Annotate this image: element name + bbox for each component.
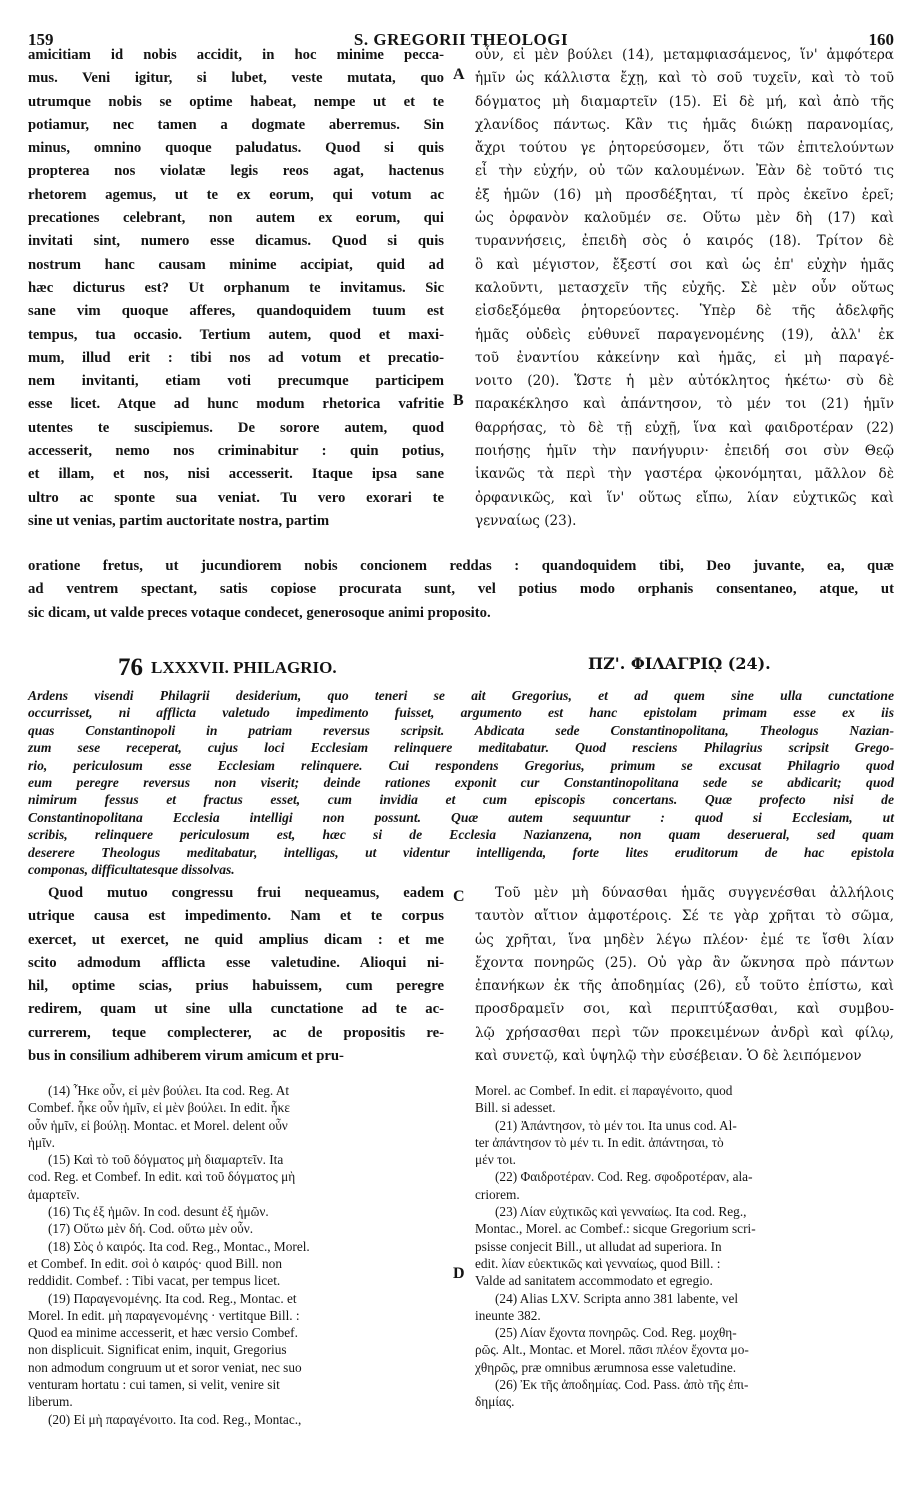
footnote-line: edit. λίαν εὐεκτικῶς καὶ γενναίως, quod Bill. :	[475, 1255, 721, 1271]
footnote-line: μέν τοι.	[475, 1152, 516, 1168]
footnotes	[28, 1082, 894, 1482]
latin-line: hæc dicturus est? Ut orphanum te invitamus. Sic	[28, 279, 444, 296]
footnote-line: reddidit. Combef. : Tibi vacat, per tempus licet.	[28, 1273, 281, 1289]
summary-line: zum sese receperat, cujus loci Ecclesiam relinquere meditabatur. Quod resciens Philagrius scripsit Grego-	[28, 740, 894, 756]
greek-line: προσδραμεῖν σοι, καὶ περιπτύξασθαι, καὶ συμβου-	[475, 1001, 894, 1018]
latin-line: propterea nos violatæ legis reos agat, hactenus	[28, 163, 444, 180]
latin-line: exercet, ut exercet, ne quid amplius dicam : et me	[28, 931, 444, 948]
summary-line: eum peregre reversus non viserit; deinde rationes exponit cur Constantinopolitana sede se abdicarit; quod	[28, 775, 894, 791]
greek-line: παρακέκλησο καὶ ἀπάντησον, τὸ μέν τοι (21) ἡμῖν	[475, 396, 894, 413]
footnote-line: ρῶς. Alt., Montac. et Morel. πᾶσι πλέον ἔχοντα μο-	[475, 1342, 749, 1358]
footnote-line: (23) Λίαν εὐχτικῶς καὶ γενναίως. Ita cod. Reg.,	[495, 1204, 747, 1220]
footnote-line: non displicuit. Significat enim, inquit, Gregorius	[28, 1342, 287, 1358]
latin-line: nostrum hanc causam minime accipiat, quid ad	[28, 256, 444, 273]
latin-line: ultro ac sponte sua veniat. Tu vero exorari te	[28, 489, 444, 506]
latin-line: potiamur, nec tamen a dogmate aberremus. Sin	[28, 116, 444, 133]
latin-line: mus. Veni igitur, si lubet, veste mutata, quo	[28, 70, 444, 87]
latin-line: precationes celebrant, non autem ex eorum, qui	[28, 210, 444, 227]
summary-line: Ardens visendi Philagrii desiderium, quo teneri se ait Gregorius, et ad quem sine ulla cunctatione	[28, 688, 894, 703]
greek-line: νοιτο (20). Ὥστε ἡ μὲν αὐτόκλητος ἡκέτω· σὺ δὲ	[475, 373, 894, 390]
latin-line: Quod mutuo congressu frui nequeamus, eadem	[48, 885, 444, 901]
latin-line: mum, illud erit : tibi nos ad votum et precatio-	[28, 349, 444, 366]
latin-line: utrumque nobis se optime habeat, nempe ut et te	[28, 93, 444, 110]
footnote-line: (14) Ἧκε οὖν, εἰ μὲν βούλει. Ita cod. Reg. At	[48, 1083, 290, 1098]
latin-line: esse licet. Atque ad hunc modum rhetorica vafritie	[28, 396, 444, 413]
margin-marker-d: D	[453, 1265, 465, 1282]
footnote-line: ἡμῖν.	[28, 1134, 55, 1150]
greek-line: λῷ χρήσασθαι περὶ τῶν προκειμένων ἀνδρὶ καὶ φίλῳ,	[475, 1024, 894, 1041]
footnote-line: Morel. In edit. μὴ παραγενομένης · vertitque Bill. :	[28, 1307, 300, 1323]
footnote-line: (25) Λίαν ἔχοντα πονηρῶς. Cod. Reg. μοχθη-	[495, 1325, 737, 1341]
greek-line: τυραννήσεις, ἐπειδὴ σὸς ὁ καιρός (18). Τρίτον δὲ	[475, 233, 894, 250]
summary-line: scribis, relinquere periculosum est, hæc si de Ecclesia Nazianzena, non quam deserueral, sed quam	[28, 827, 894, 843]
footnote-line: Quod ea minime accesserit, et hæc versio Combef.	[28, 1325, 298, 1341]
footnote-line: (15) Καὶ τὸ τοῦ δόγματος μὴ διαμαρτεῖν. Ita	[48, 1152, 284, 1168]
continuation-line: oratione fretus, ut jucundiorem nobis concionem reddas : quandoquidem tibi, Deo juvante, ea, quæ	[28, 558, 894, 574]
footnote-line: (20) Εἰ μὴ παραγένοιτο. Ita cod. Reg., Montac.,	[48, 1411, 302, 1427]
footnote-line: non admodum congruum ut et soror veniat, nec suo	[28, 1359, 302, 1375]
greek-line: ἡμῖν ὡς κάλλιστα ἔχῃ, καὶ τὸ σοῦ τυχεῖν, καὶ τὸ τοῦ	[475, 70, 894, 87]
greek-column-top	[475, 44, 894, 533]
footnote-line: psisse conjecit Bill., ut alludat ad superiora. In	[475, 1238, 722, 1254]
latin-line: redirem, quam ut sine ulla cunctatione ad te ac-	[28, 1001, 444, 1018]
summary-line: occurrisset, ni afflicta valetudo impedimento fuisset, argumento est hanc epistolam primam esse ex iis	[28, 705, 894, 721]
footnote-line: (21) Ἀπάντησον, τὸ μέν τοι. Ita unus cod. Al-	[495, 1117, 737, 1133]
letter-title	[28, 654, 894, 680]
greek-line: τοῦ ἐναντίου κἀκείνην καὶ ἡμᾶς, εἰ μὴ παραγέ-	[475, 349, 894, 366]
summary-line: nimirum fessus et fractus esset, cum invidia et cum episcopis concertans. Quæ profecto nisi de	[28, 792, 894, 808]
latin-line: minus, omnino quoque paludatus. Quod si quis	[28, 140, 444, 157]
footnote-line: Montac., Morel. ac Combef.: sicque Gregorium scri-	[475, 1221, 756, 1237]
latin-line: rhetorem agemus, ut te ex eorum, qui votum ac	[28, 186, 444, 203]
greek-line: ποιήσῃς ἡμῖν τὴν πανήγυριν· ἐπειδή σοι σὺν Θεῷ	[475, 443, 894, 460]
latin-line: currerem, teque complecterer, ac de propositis re-	[28, 1024, 444, 1041]
footnote-line: (24) Alias LXV. Scripta anno 381 labente, vel	[495, 1290, 739, 1306]
footnote-line: (19) Παραγενομένης. Ita cod. Reg., Montac. et	[48, 1290, 297, 1306]
greek-line: οὖν, εἰ μὲν βούλει (14), μεταμφιασάμενος, ἵν' ἀμφότερα	[475, 47, 894, 63]
latin-line: et illam, et nos, nisi accesserit. Itaque ipsa sane	[28, 466, 444, 483]
footnote-line: (16) Τις ἐξ ἡμῶν. In cod. desunt ἐξ ἡμῶν.	[48, 1204, 269, 1220]
greek-line: ἡμᾶς οὐδεὶς εὐθυνεῖ παραγενομένης (19), ἀλλ' ἐκ	[475, 326, 894, 343]
latin-line: accesserit, nemo nos criminabitur : quin potius,	[28, 443, 444, 460]
letter-title-latin	[118, 654, 337, 682]
greek-line: ταυτὸν αἴτιον ἀμφοτέροις. Σέ τε γὰρ χρῆται τὸ σῶμα,	[475, 908, 894, 925]
latin-line: sine ut venias, partim auctoritate nostra, partim	[28, 512, 330, 529]
letter-columns	[28, 882, 894, 1082]
footnote-line: criorem.	[475, 1186, 520, 1202]
greek-line: ἄχρι τούτου γε ῥητορεύσομεν, ὅτι τῶν ἐπιτελούντων	[475, 140, 894, 157]
greek-line: ὀρφανικῶς, καὶ ἵν' οὕτως εἴπω, λίαν εὐχτικῶς καὶ	[475, 489, 894, 506]
footnote-line: liberum.	[28, 1394, 73, 1410]
footnote-line: ἁμαρτεῖν.	[28, 1186, 80, 1202]
greek-line: ἐπανήκων ἐκ τῆς ἀποδημίας (26), εὖ τοῦτο ἐπίστω, καὶ	[475, 978, 894, 995]
greek-line: ὡς χρῆται, ἵνα μηδὲν λέγω πλέον· ἐμέ τε ἴσθι λίαν	[475, 931, 894, 948]
margin-marker-a: A	[453, 66, 465, 83]
greek-line: ἐξ ἡμῶν (16) μὴ προσδέξηται, τί πρὸς ἐκεῖνο ἐρεῖ;	[475, 186, 894, 203]
footnote-line: ter ἀπάντησον τὸ μέν τι. In edit. ἀπάντησαι, τὸ	[475, 1134, 724, 1150]
footnote-line: Combef. ἧκε οὖν ἡμῖν, εἰ μὲν βούλει. In edit. ἧκε	[28, 1100, 290, 1116]
letter-summary	[28, 687, 894, 878]
footnote-line: venturam hortatu : cui tamen, si velit, venire sit	[28, 1377, 280, 1393]
greek-column-letter	[475, 882, 894, 1068]
footnote-line: (22) Φαιδροτέραν. Cod. Reg. σφοδροτέραν, ala-	[495, 1169, 753, 1185]
greek-line: καλοῦντι, μετασχεῖν τῆς εὐχῆς. Σὲ μὲν οὖν οὕτως	[475, 279, 894, 296]
greek-line: θαρρήσας, τὸ δὲ τῇ εὐχῇ, ἵνα καὶ φαιδροτέραν (22)	[475, 419, 894, 436]
letter-title-latin-text: LXXXVII. PHILAGRIO.	[151, 658, 337, 677]
footnotes-left	[28, 1082, 444, 1428]
greek-line: ὃ καὶ μέγιστον, ἔξεστί σοι καὶ ὡς ἐπ' εὐχὴν ἡμᾶς	[475, 256, 894, 273]
running-title: S. GREGORII THEOLOGI	[353, 30, 569, 49]
left-page-number: 159	[28, 30, 54, 49]
greek-line: ὡς ὀρφανὸν καλοῦμέν σε. Οὕτω μὲν δὴ (17) καὶ	[475, 210, 894, 227]
latin-column-letter	[28, 882, 444, 1068]
footnote-line: Morel. ac Combef. In edit. εἰ παραγένοιτο, quod	[475, 1083, 733, 1098]
letter-title-greek: ΠΖ'. ΦΙΛΑΓΡΙῼ (24).	[588, 654, 771, 673]
greek-line: γενναίως (23).	[475, 512, 577, 529]
latin-line: nem invitanti, etiam voti precumque participem	[28, 373, 444, 390]
continuation-line: ad ventrem spectant, satis copiose procurata sunt, vel potius modo orphanis consentaneo, atque, ut	[28, 581, 894, 598]
footnote-line: cod. Reg. et Combef. In edit. καὶ τοῦ δόγματος μὴ	[28, 1169, 296, 1185]
latin-line: tempus, tua occasio. Tertium autem, quod et maxi-	[28, 326, 444, 343]
top-columns	[28, 44, 894, 564]
margin-marker-b: B	[453, 392, 464, 409]
footnote-line: Valde ad sanitatem accommodato et egregio.	[475, 1273, 713, 1289]
latin-line: hil, optime scias, prius habuissem, cum peregre	[28, 978, 444, 995]
footnotes-right	[475, 1082, 894, 1411]
greek-line: εἶ τὴν εὐχήν, οὐ τῶν καλουμένων. Ἐὰν δὲ τοῦτό τις	[475, 163, 894, 180]
footnote-line: Bill. si adesset.	[475, 1100, 556, 1116]
footnote-line: (17) Οὕτω μὲν δή. Cod. οὕτω μὲν οὖν.	[48, 1221, 254, 1237]
latin-column-top	[28, 44, 444, 533]
greek-line: δόγματος μὴ διαμαρτεῖν (15). Εἰ δὲ μή, καὶ ἀπὸ τῆς	[475, 93, 894, 110]
page	[28, 30, 894, 1427]
latin-line: sane vim quoque afferes, quandoquidem tuum est	[28, 303, 444, 320]
greek-line: καὶ συνετῷ, καὶ ὑψηλῷ τὴν εὐσέβειαν. Ὁ δὲ λειπόμενον	[475, 1048, 862, 1065]
continuation-line: sic dicam, ut valde preces votaque condecet, generosoque animi proposito.	[28, 604, 491, 621]
latin-line: amicitiam id nobis accidit, in hoc minime pecca-	[28, 47, 444, 63]
margin-marker-c: C	[453, 888, 465, 905]
footnote-line: δημίας.	[475, 1394, 515, 1410]
greek-line: ἱκανῶς τὰ περὶ τὴν γαστέρα ᾠκονόμηται, μᾶλλον δὲ	[475, 466, 894, 483]
greek-line: εἰσδεξόμεθα ῥητορεύοντες. Ὑπὲρ δὲ τῆς ἀδελφῆς	[475, 303, 894, 320]
footnote-line: οὖν ἡμῖν, εἰ βούλῃ. Montac. et Morel. delent οὖν	[28, 1117, 288, 1133]
footnote-line: χθηρῶς, præ omnibus ærumnosa esse valetudine.	[475, 1359, 737, 1375]
greek-line: Τοῦ μὲν μὴ δύνασθαι ἡμᾶς συγγενέσθαι ἀλλήλοις	[495, 885, 894, 901]
latin-line: utentes te suscipiemus. De sorore autem, quod	[28, 419, 444, 436]
footnote-line: ineunte 382.	[475, 1307, 541, 1323]
greek-line: ἔχοντα πονηρῶς (25). Οὐ γὰρ ἂν ὤκνησα πρὸ πάντων	[475, 954, 894, 971]
summary-line: quas Constantinopoli in patriam reversus scripsit. Abdicata sede Constantinopolitana, Theologus Nazian-	[28, 722, 894, 738]
summary-line: rio, periculosum esse Ecclesiam relinquere. Cui respondens Gregorius, primum se excusat Philagrio quod	[28, 757, 894, 773]
latin-line: scito admodum afflicta esse valetudine. Alioqui ni-	[28, 954, 444, 971]
footnote-line: et Combef. In edit. σοὶ ὁ καιρός· quod Bill. non	[28, 1255, 282, 1271]
summary-line: deserere Theologus meditabatur, intelligas, ut videntur intelligenda, forte lites eruditorum de hac epistola	[28, 844, 894, 860]
footnote-line: (26) Ἐκ τῆς ἀποδημίας. Cod. Pass. ἀπὸ τῆς ἐπι-	[495, 1377, 749, 1393]
footnote-line: (18) Σὸς ὁ καιρός. Ita cod. Reg., Montac., Morel.	[48, 1238, 310, 1254]
right-page-number: 160	[868, 30, 894, 49]
summary-line: componas, difficultatesque dissolvas.	[28, 862, 235, 878]
greek-line: χλανίδος πάντως. Κἂν τις ἡμᾶς διώκῃ παρανομίας,	[475, 116, 894, 133]
letter-number: 76	[118, 654, 143, 681]
latin-line: utrique causa est impedimento. Nam et te corpus	[28, 908, 444, 925]
summary-line: Constantinopolitana Ecclesia intelligi non possunt. Quæ autem sequuntur : quod si Ecclesiam, ut	[28, 809, 894, 825]
full-width-continuation	[28, 555, 894, 625]
latin-line: invitati sint, numero esse dicamus. Quod si quis	[28, 233, 444, 250]
latin-line: bus in consilium adhiberem virum amicum et pru-	[28, 1048, 344, 1065]
